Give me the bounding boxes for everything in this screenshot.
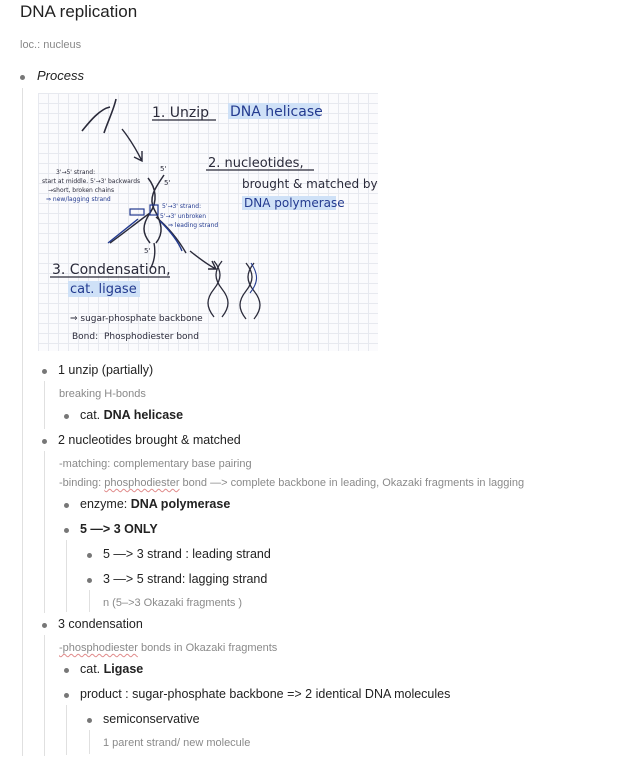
bullet-i3-product[interactable] bbox=[64, 693, 69, 698]
sketch-five-prime-a: 5' bbox=[160, 165, 167, 173]
sketch-bond-label: Bond: bbox=[72, 332, 99, 342]
outline-lagging-strand[interactable]: 3 —> 5 strand: lagging strand bbox=[103, 572, 268, 586]
outline-i3-product[interactable]: product : sugar-phosphate backbone => 2 identical DNA molecules bbox=[80, 687, 451, 701]
outline-i2-enzyme[interactable]: enzyme: DNA polymerase bbox=[80, 497, 231, 511]
bullet-i3-sub[interactable] bbox=[87, 718, 92, 723]
process-heading[interactable]: Process bbox=[37, 68, 84, 83]
sketch-step1-enzyme: DNA helicase bbox=[230, 104, 323, 120]
bullet-i2-sub2[interactable] bbox=[87, 578, 92, 583]
bullet-i2-only[interactable] bbox=[64, 528, 69, 533]
sketch-bond-value: Phosphodiester bond bbox=[104, 332, 199, 342]
sketch-five-prime-b: 5' bbox=[164, 179, 171, 187]
process-bullet[interactable] bbox=[20, 75, 25, 80]
outline-item-condensation[interactable]: 3 condensation bbox=[58, 617, 143, 631]
indent-guide-i3-product bbox=[66, 705, 67, 755]
indent-guide-i3 bbox=[44, 635, 45, 756]
outline-item-nucleotides[interactable]: 2 nucleotides brought & matched bbox=[58, 433, 241, 447]
outline-item-unzip[interactable]: 1 unzip (partially) bbox=[58, 363, 154, 377]
bullet-i2-enzyme[interactable] bbox=[64, 503, 69, 508]
replication-fork-drawing bbox=[144, 175, 164, 243]
indent-guide-i3-sub bbox=[89, 730, 90, 754]
sketch-step2-enzyme: DNA polymerase bbox=[244, 196, 345, 210]
bullet-i2[interactable] bbox=[42, 439, 47, 444]
fragment-box-drawing bbox=[130, 209, 144, 215]
sketch-right-note-3: ⇒ leading strand bbox=[168, 222, 219, 229]
sketch-left-note-2: start at middle. 5'→3' backwards bbox=[42, 178, 141, 185]
indent-guide-i1 bbox=[44, 381, 45, 429]
bullet-i1-cat[interactable] bbox=[64, 414, 69, 419]
outline-leading-strand[interactable]: 5 —> 3 strand : leading strand bbox=[103, 547, 271, 561]
indent-guide-i2-sub2 bbox=[89, 590, 90, 612]
outline-i1-catalyst[interactable]: cat. DNA helicase bbox=[80, 408, 184, 422]
indent-guide-i2-only bbox=[66, 540, 67, 612]
helix-drawing-2 bbox=[240, 263, 260, 319]
sketch-step2-line2: brought & matched by bbox=[242, 177, 378, 191]
sketch-step3-enzyme: cat. ligase bbox=[70, 282, 137, 297]
sketch-step3: 3. Condensation, bbox=[52, 262, 171, 278]
arrow-down-icon bbox=[122, 129, 142, 161]
sketch-step3-result: ⇒ sugar-phosphate backbone bbox=[70, 314, 203, 324]
outline-i2-direction[interactable]: 5 —> 3 ONLY bbox=[80, 522, 158, 536]
note-breaking-h-bonds[interactable]: breaking H-bonds bbox=[59, 388, 146, 400]
note-okazaki[interactable]: n (5–>3 Okazaki fragments ) bbox=[103, 597, 243, 609]
sketch-step1: 1. Unzip bbox=[152, 105, 210, 121]
process-indent-guide bbox=[22, 88, 23, 756]
indent-guide-i2 bbox=[44, 451, 45, 613]
sketch-left-note-4: ⇒ new/lagging strand bbox=[46, 196, 111, 203]
outline-i3-catalyst[interactable]: cat. Ligase bbox=[80, 662, 144, 676]
note-phosphodiester[interactable]: -phosphodiester bonds in Okazaki fragments bbox=[59, 642, 278, 654]
bullet-i2-sub1[interactable] bbox=[87, 553, 92, 558]
outline-semiconservative[interactable]: semiconservative bbox=[103, 712, 200, 726]
page-title: DNA replication bbox=[20, 2, 138, 21]
unzip-strand-drawing bbox=[82, 99, 116, 133]
sketch-left-note-3: →short, broken chains bbox=[48, 187, 115, 194]
sketch-step2: 2. nucleotides, bbox=[208, 156, 304, 171]
bullet-i3[interactable] bbox=[42, 623, 47, 628]
bullet-i3-cat[interactable] bbox=[64, 668, 69, 673]
note-matching[interactable]: -matching: complementary base pairing bbox=[59, 458, 252, 470]
sketch-right-note-1: 5'→3' strand: bbox=[162, 203, 202, 210]
note-binding[interactable]: -binding: phosphodiester bond —> complete backbone in leading, Okazaki fragments in lagging bbox=[59, 477, 525, 489]
bullet-i1[interactable] bbox=[42, 369, 47, 374]
location-note: loc.: nucleus bbox=[20, 39, 82, 51]
handwritten-sketch-image bbox=[38, 93, 378, 351]
arrow-right-icon bbox=[190, 251, 216, 269]
sketch-right-note-2: 5'→3' unbroken bbox=[160, 213, 207, 220]
sketch-left-note-1: 3'→5' strand: bbox=[56, 169, 96, 176]
sketch-five-prime-c: 5' bbox=[144, 247, 151, 255]
note-parent-strand[interactable]: 1 parent strand/ new molecule bbox=[103, 737, 251, 749]
